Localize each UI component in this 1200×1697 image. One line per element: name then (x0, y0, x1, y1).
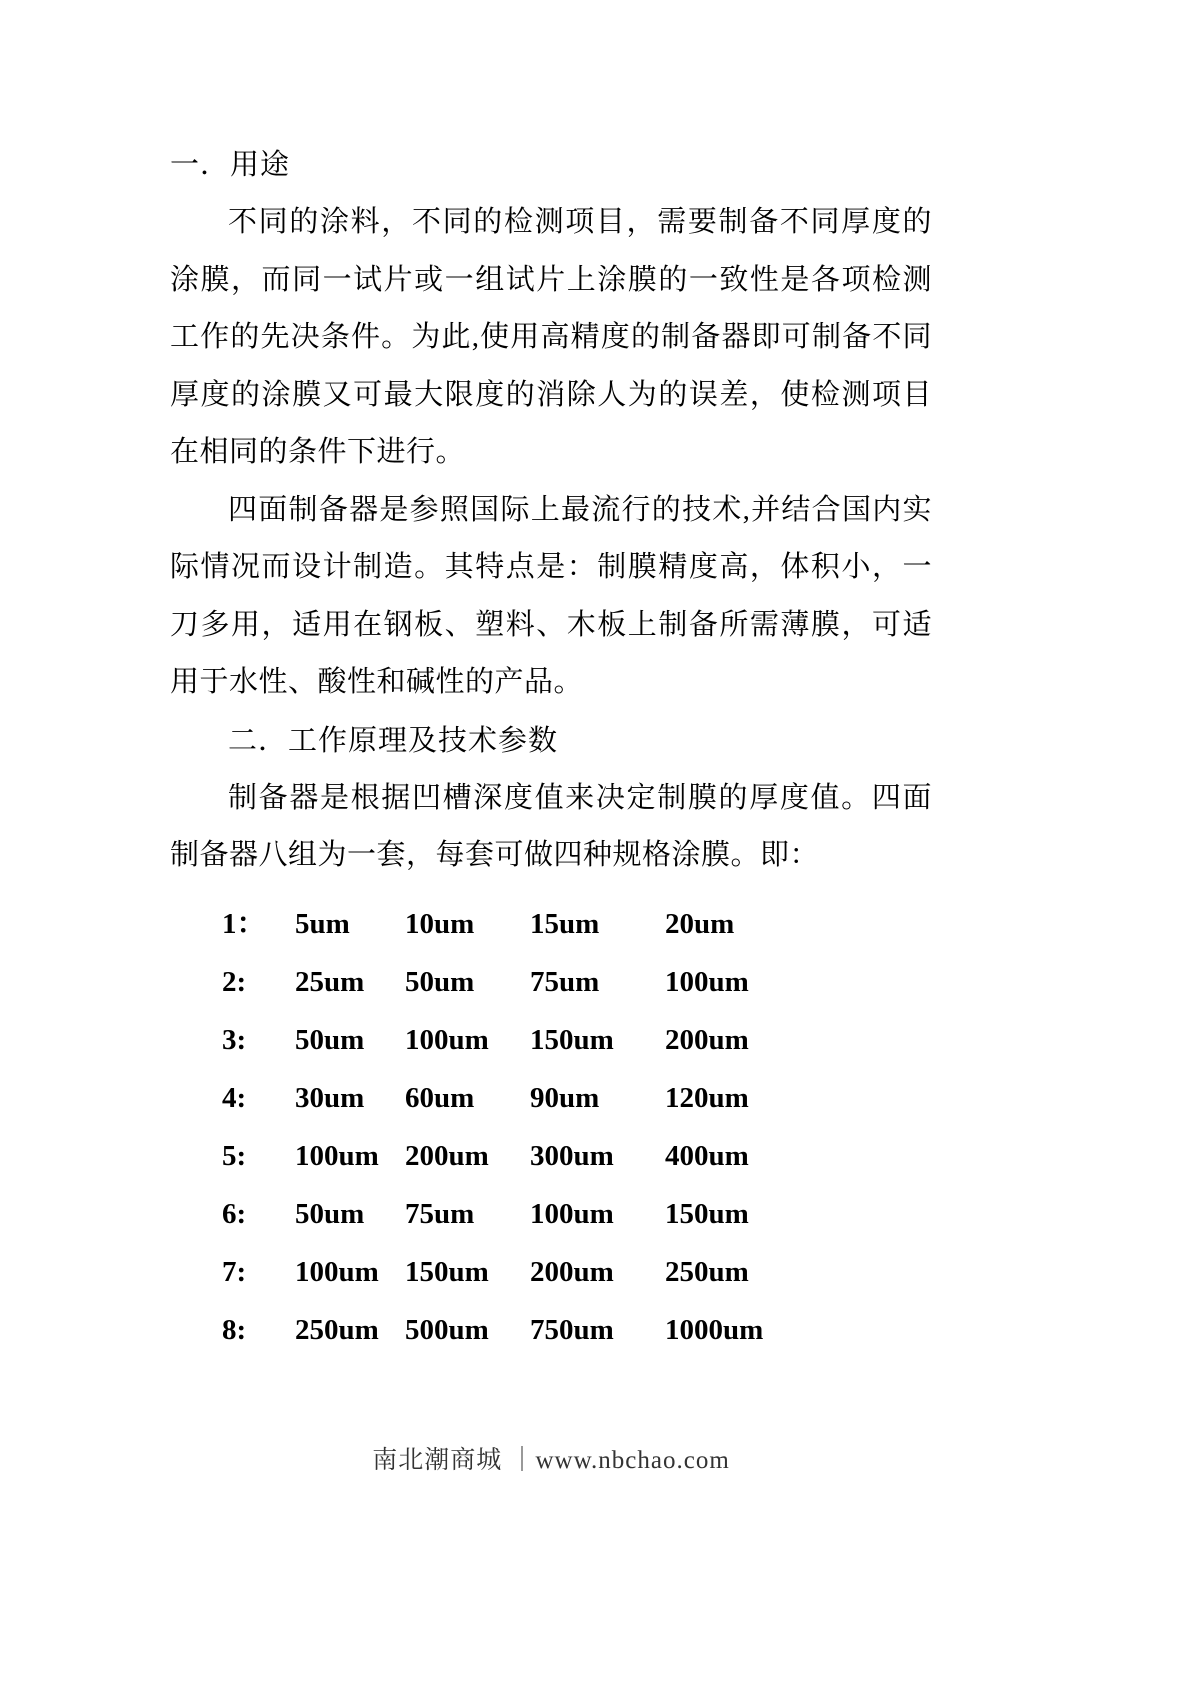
row-label: 8: (222, 1313, 247, 1346)
row-value: 5um (295, 907, 350, 940)
row-value: 200um (530, 1255, 614, 1288)
row-value: 100um (295, 1255, 379, 1288)
row-value: 10um (405, 907, 475, 940)
table-row (222, 1243, 932, 1301)
row-value: 60um (405, 1081, 475, 1114)
row-value: 50um (295, 1023, 365, 1056)
row-label: 1： (222, 907, 266, 940)
paragraph-usage-2: 四面制备器是参照国际上最流行的技术,并结合国内实际情况而设计制造。其特点是：制膜精度高，体积小，一刀多用，适用在钢板、塑料、木板上制备所需薄膜，可适用于水性、酸性和碱性的产品。 (170, 493, 932, 698)
row-value: 100um (295, 1139, 379, 1172)
row-value: 500um (405, 1313, 489, 1346)
section-1-heading: 一．用途 (170, 149, 291, 181)
table-row (222, 1301, 932, 1359)
row-label: 3: (222, 1023, 247, 1056)
table-row (222, 1011, 932, 1069)
row-value: 100um (530, 1197, 614, 1230)
row-value: 15um (530, 907, 600, 940)
row-value: 25um (295, 965, 365, 998)
row-value: 30um (295, 1081, 365, 1114)
row-value: 50um (405, 965, 475, 998)
row-value: 750um (530, 1313, 614, 1346)
row-value: 90um (530, 1081, 600, 1114)
row-value: 150um (405, 1255, 489, 1288)
table-row (222, 953, 932, 1011)
row-value: 75um (405, 1197, 475, 1230)
row-value: 150um (530, 1023, 614, 1056)
row-value: 150um (665, 1197, 749, 1230)
row-label: 5: (222, 1139, 247, 1172)
section-2-heading: 二．工作原理及技术参数 (228, 724, 559, 757)
footer (170, 1440, 932, 1476)
row-value: 50um (295, 1197, 365, 1230)
row-value: 200um (405, 1139, 489, 1172)
paragraph-usage-1: 不同的涂料，不同的检测项目，需要制备不同厚度的涂膜，而同一试片或一组试片上涂膜的一致性是各项检测工作的先决条件。为此,使用高精度的制备器即可制备不同厚度的涂膜又可最大限度的消除人为的误差，使检测项目在相同的条件下进行。 (170, 206, 932, 468)
table-row (222, 895, 932, 953)
row-value: 250um (295, 1313, 379, 1346)
table-row (222, 1069, 932, 1127)
row-value: 100um (665, 965, 749, 998)
row-value: 1000um (665, 1313, 764, 1346)
row-value: 100um (405, 1023, 489, 1056)
document-content (170, 136, 932, 1359)
row-value: 75um (530, 965, 600, 998)
row-value: 250um (665, 1255, 749, 1288)
thickness-spec-table (222, 895, 932, 1359)
row-value: 400um (665, 1139, 749, 1172)
row-value: 120um (665, 1081, 749, 1114)
table-row (222, 1127, 932, 1185)
row-label: 4: (222, 1081, 247, 1114)
paragraph-principle: 制备器是根据凹槽深度值来决定制膜的厚度值。四面制备器八组为一套，每套可做四种规格涂膜。即： (170, 781, 932, 871)
row-value: 300um (530, 1139, 614, 1172)
table-row (222, 1185, 932, 1243)
row-label: 2: (222, 965, 247, 998)
row-value: 200um (665, 1023, 749, 1056)
footer-text: 南北潮商城 ｜www.nbchao.com (372, 1447, 730, 1474)
row-value: 20um (665, 907, 735, 940)
row-label: 7: (222, 1255, 247, 1288)
row-label: 6: (222, 1197, 247, 1230)
